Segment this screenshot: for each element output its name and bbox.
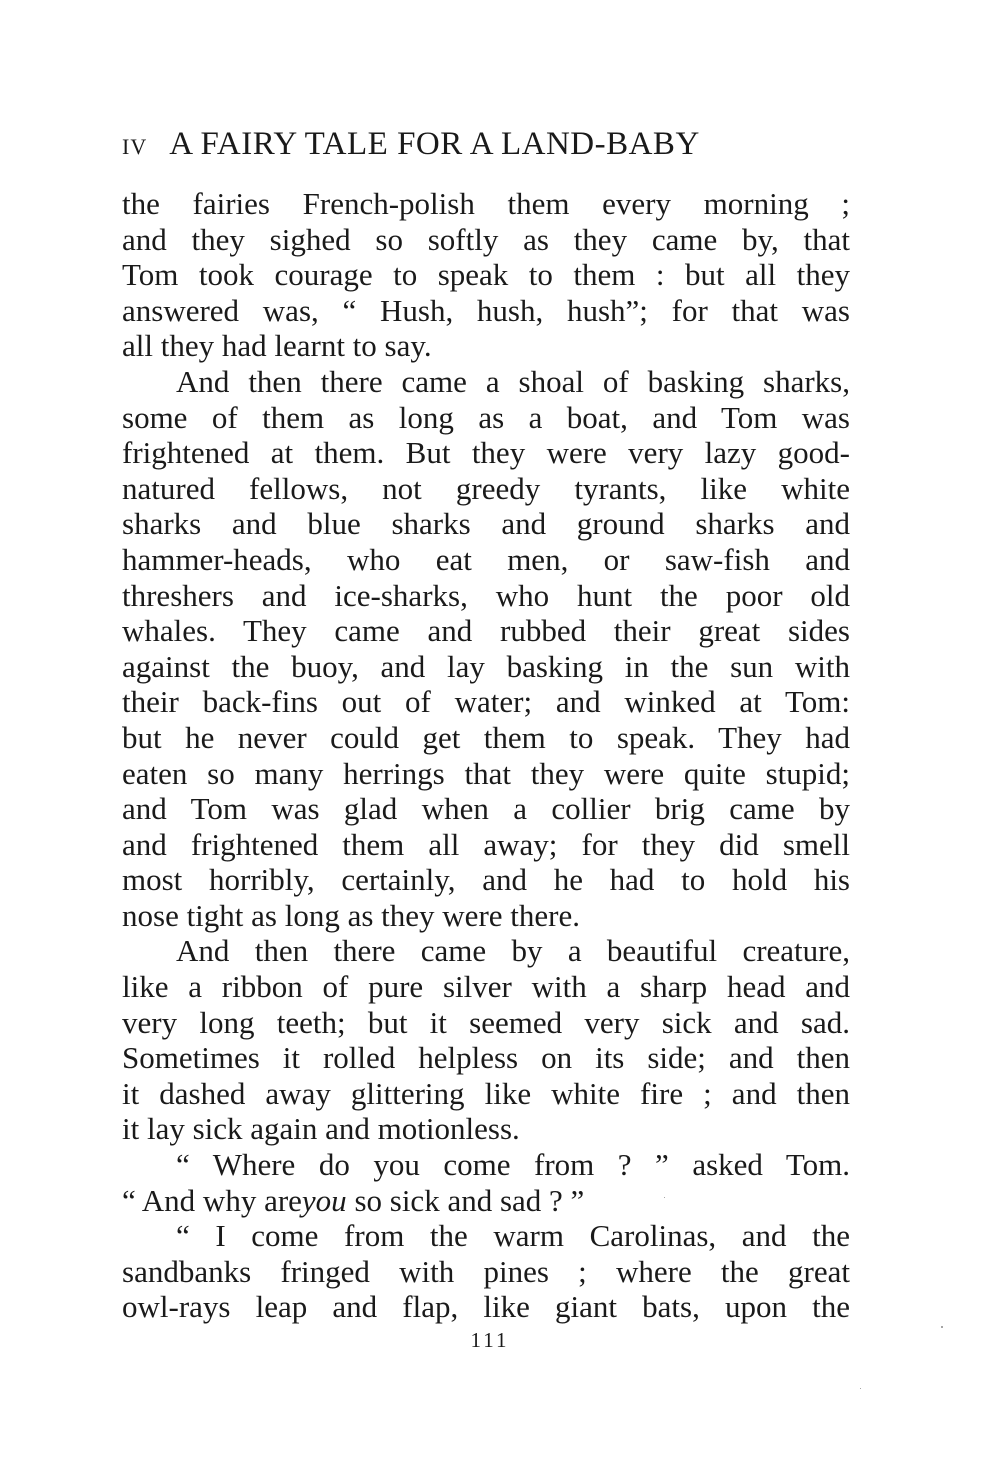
running-title: A FAIRY TALE FOR A LAND-BABY bbox=[169, 126, 700, 162]
running-head bbox=[122, 122, 852, 166]
italic-emphasis: you bbox=[301, 1182, 347, 1218]
text-line: very long teeth; but it seemed very sick and sad. bbox=[122, 1004, 850, 1040]
text-line: but he never could get them to speak. They had bbox=[122, 719, 850, 755]
text-line: it dashed away glittering like white fire ; and then bbox=[122, 1075, 850, 1111]
line-segment: “ And why are bbox=[122, 1182, 302, 1218]
text-line: “ Where do you come from ? ” asked Tom. bbox=[176, 1147, 850, 1183]
line-segment: so sick and sad ? ” bbox=[346, 1182, 585, 1218]
text-line: And then there came by a beautiful creature, bbox=[176, 933, 850, 969]
text-line: sandbanks fringed with pines ; where the great bbox=[122, 1253, 850, 1289]
folio-numeral: IV bbox=[122, 134, 148, 159]
text-line: and they sighed so softly as they came by, that bbox=[122, 221, 850, 257]
body-text bbox=[122, 186, 850, 1325]
text-line: owl-rays leap and flap, like giant bats, upon the bbox=[122, 1289, 850, 1325]
text-line: hammer-heads, who eat men, or saw-fish and bbox=[122, 541, 850, 577]
text-line: Sometimes it rolled helpless on its side; and then bbox=[122, 1040, 850, 1076]
text-line: frightened at them. But they were very lazy good- bbox=[122, 435, 850, 471]
text-line: the fairies French-polish them every morning ; bbox=[122, 186, 850, 221]
text-line: answered was, “ Hush, hush, hush”; for that was bbox=[122, 292, 850, 328]
text-line: nose tight as long as they were there. bbox=[122, 897, 580, 933]
text-line: natured fellows, not greedy tyrants, like white bbox=[122, 470, 850, 506]
paper-speck bbox=[941, 1326, 943, 1328]
text-line: their back-fins out of water; and winked at Tom: bbox=[122, 684, 850, 720]
paper-speck bbox=[664, 1197, 665, 1198]
text-line: whales. They came and rubbed their great sides bbox=[122, 613, 850, 649]
text-line: against the buoy, and lay basking in the sun with bbox=[122, 648, 850, 684]
page-number: 111 bbox=[470, 1328, 510, 1352]
text-line: threshers and ice-sharks, who hunt the poor old bbox=[122, 577, 850, 613]
text-line: it lay sick again and motionless. bbox=[122, 1111, 520, 1147]
text-line: and frightened them all away; for they did smell bbox=[122, 826, 850, 862]
text-line: sharks and blue sharks and ground sharks and bbox=[122, 506, 850, 542]
text-line bbox=[122, 1183, 850, 1219]
text-line: like a ribbon of pure silver with a sharp head and bbox=[122, 969, 850, 1005]
text-line: “ I come from the warm Carolinas, and the bbox=[176, 1218, 850, 1254]
text-line: eaten so many herrings that they were quite stupid; bbox=[122, 755, 850, 791]
text-line: most horribly, certainly, and he had to hold his bbox=[122, 862, 850, 898]
paper-speck bbox=[860, 1388, 861, 1389]
text-line: some of them as long as a boat, and Tom was bbox=[122, 399, 850, 435]
text-line: Tom took courage to speak to them : but all they bbox=[122, 257, 850, 293]
text-line: and Tom was glad when a collier brig came by bbox=[122, 791, 850, 827]
text-line: all they had learnt to say. bbox=[122, 328, 432, 364]
text-line: And then there came a shoal of basking sharks, bbox=[176, 363, 850, 399]
